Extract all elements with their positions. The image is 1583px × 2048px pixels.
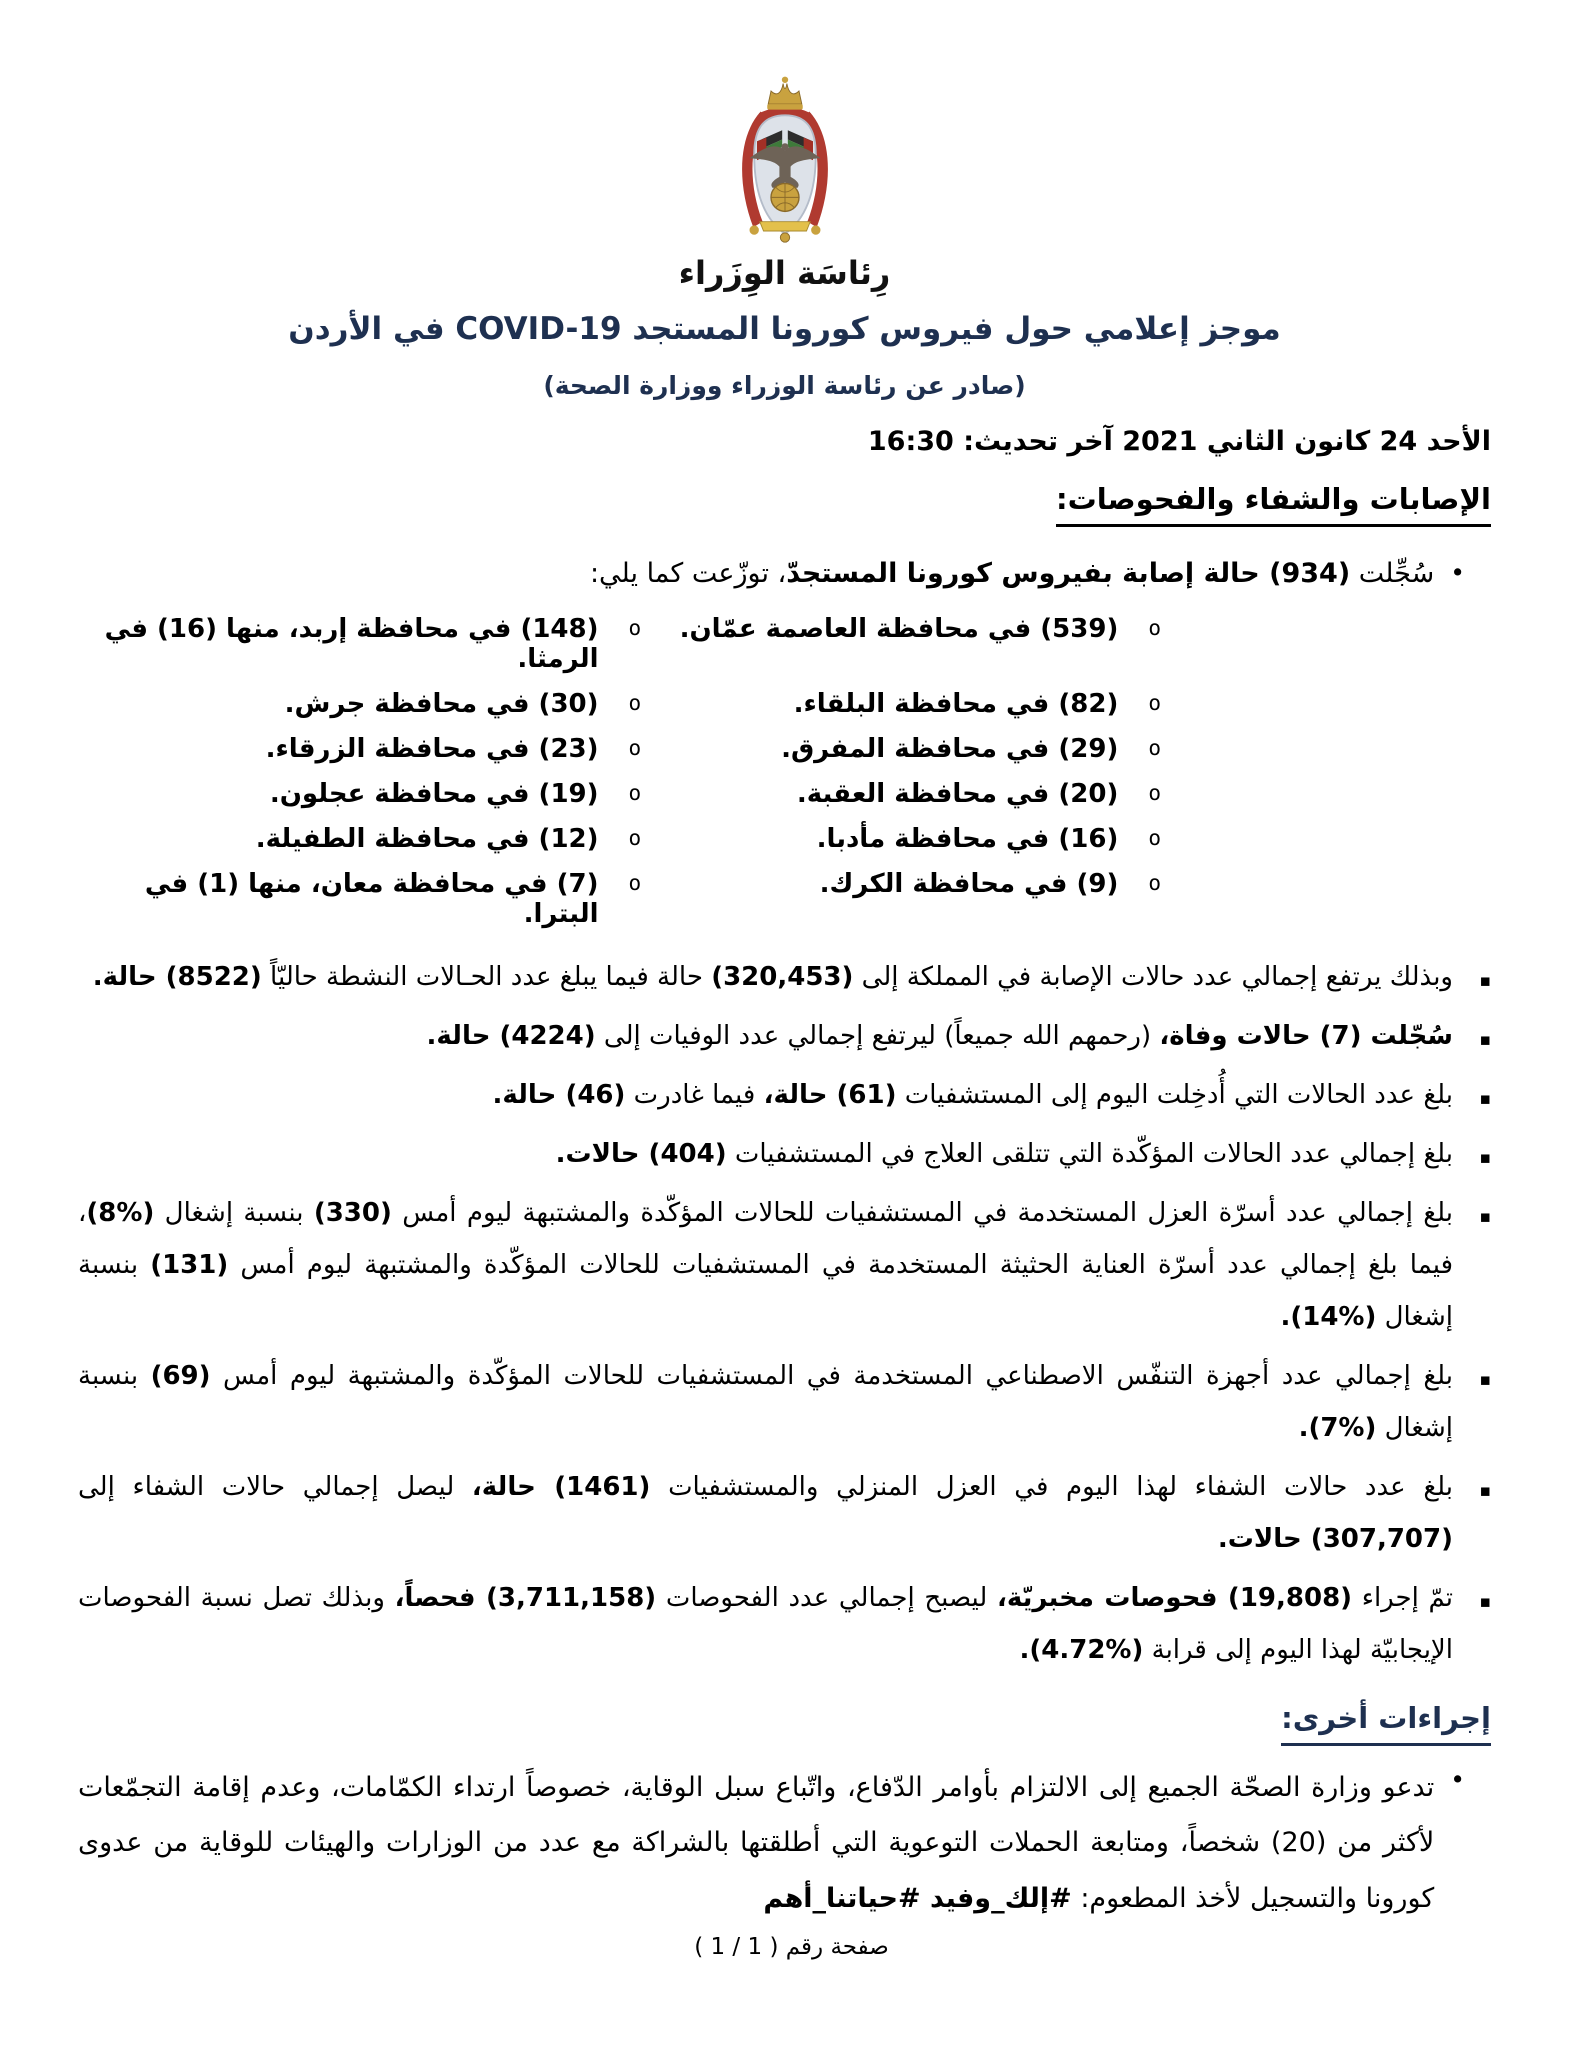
- circle-bullet-icon: o: [1148, 871, 1161, 896]
- governorate-item: [78, 689, 641, 719]
- stat-text: [427, 1021, 1453, 1051]
- governorate-item: [78, 614, 641, 674]
- text-run: بلغ عدد الحالات التي أُدخِلت اليوم إلى المستشفيات: [896, 1080, 1453, 1111]
- text-run: بنسبة إشغال: [78, 1361, 1453, 1444]
- logo: [678, 72, 891, 292]
- stat-text: [93, 962, 1453, 992]
- governorate-text: (30) في محافظة جرش.: [284, 689, 599, 720]
- text-run: بلغ إجمالي عدد أجهزة التنفّس الاصطناعي المستخدمة في المستشفيات للحالات المؤكّدة والمشتبهة ليوم أمس: [210, 1361, 1454, 1392]
- governorate-text: (16) في محافظة مأدبا.: [816, 824, 1119, 855]
- logo-caption: رِئاسَة الوِزَراء: [678, 254, 891, 292]
- stat-bullet: [78, 1572, 1491, 1676]
- circle-bullet-icon: o: [628, 691, 642, 716]
- text-run: (رحمهم الله جميعاً) ليرتفع إجمالي عدد الوفيات إلى: [595, 1021, 1160, 1052]
- document-title: موجز إعلامي حول فيروس كورونا المستجد COVID-19 في الأردن: [288, 311, 1281, 347]
- governorate-text: (12) في محافظة الطفيلة.: [255, 824, 599, 855]
- stat-text: [78, 1583, 1453, 1665]
- governorate-text: (82) في محافظة البلقاء.: [793, 689, 1119, 720]
- document-header: [78, 0, 1491, 457]
- value-bold: (330): [313, 1198, 392, 1229]
- value-bold: (46) حالة.: [492, 1080, 626, 1111]
- governorate-item: [641, 824, 1161, 854]
- document-footer: [0, 1934, 1583, 1960]
- governorate-text: (539) في محافظة العاصمة عمّان.: [679, 614, 1119, 645]
- square-bullet-icon: ▪: [1479, 1481, 1491, 1502]
- value-bold: (69): [150, 1361, 211, 1392]
- text-run: تدعو وزارة الصحّة الجميع إلى الالتزام بأوامر الدّفاع، واتّباع سبل الوقاية، خصوصاً ارتداء الكمّامات، وعدم إقامة التجمّعات لأكثر من (20) شخصاً، ومتابعة الحملات التوعوية التي أطلقتها بالشراكة مع عدد من الوزارات والهيئات للوقاية من عدوى كورونا والتسجيل لأخذ المطعوم:: [78, 1772, 1435, 1914]
- value-bold: (19,808) فحوصات مخبريّة،: [996, 1583, 1353, 1614]
- square-bullet-icon: ▪: [1479, 971, 1491, 992]
- square-bullet-icon: ▪: [1479, 1592, 1491, 1613]
- governorate-text: (7) في محافظة معان، منها (1) في البترا.: [144, 869, 599, 930]
- governorate-item: [641, 869, 1161, 929]
- square-bullet-icon: ▪: [1479, 1148, 1491, 1169]
- text-run: سُجِّلت: [1350, 557, 1435, 589]
- section-1: [78, 481, 1491, 1677]
- circle-bullet-icon: o: [1148, 691, 1161, 716]
- stat-bullet: [78, 1187, 1491, 1343]
- governorate-text: (148) في محافظة إربد، منها (16) في الرمثا.: [104, 614, 599, 675]
- governorates-list: [78, 614, 1491, 929]
- square-bullet-icon: ▪: [1479, 1207, 1491, 1228]
- value-bold: (%4.72).: [1019, 1635, 1144, 1666]
- bullet-dot-icon: •: [1450, 1765, 1465, 1795]
- governorate-item: [78, 779, 641, 809]
- value-bold: (61) حالة،: [763, 1080, 897, 1111]
- section-2: [78, 1700, 1491, 1926]
- document-subtitle: (صادر عن رئاسة الوزراء ووزارة الصحة): [543, 370, 1026, 400]
- level1-bullet: [78, 553, 1491, 595]
- text-run: بلغ إجمالي عدد الحالات المؤكّدة التي تتلقى العلاج في المستشفيات: [726, 1139, 1453, 1170]
- stat-bullet: [78, 951, 1491, 1003]
- section-heading: [78, 1700, 1491, 1746]
- circle-bullet-icon: o: [628, 616, 642, 641]
- value-bold: (1461) حالة،: [471, 1472, 651, 1503]
- stat-text: [78, 1198, 1453, 1332]
- value-bold: (8522) حالة.: [92, 962, 262, 993]
- stat-text: [78, 1472, 1453, 1554]
- square-bullet-icon: ▪: [1479, 1089, 1491, 1110]
- square-bullet-icon: ▪: [1479, 1030, 1491, 1051]
- governorate-item: [78, 824, 641, 854]
- text-run: ، توزّعت كما يلي:: [589, 557, 787, 589]
- circle-bullet-icon: o: [628, 781, 642, 806]
- bullet-text: [78, 1760, 1434, 1926]
- bullet-dot-icon: •: [1450, 557, 1465, 587]
- value-bold: (307,707) حالات.: [1217, 1524, 1453, 1555]
- square-bullet-icon: ▪: [1479, 1370, 1491, 1391]
- value-bold: (%8): [86, 1198, 155, 1229]
- jordan-coat-of-arms-icon: [701, 72, 869, 250]
- stat-bullet: [78, 1461, 1491, 1565]
- value-bold: (320,453): [711, 962, 854, 993]
- text-run: ليصبح إجمالي عدد الفحوصات: [656, 1583, 997, 1614]
- stat-text: [492, 1080, 1453, 1110]
- value-bold: سُجّلت (7) حالات وفاة،: [1159, 1021, 1453, 1052]
- circle-bullet-icon: o: [1148, 736, 1161, 761]
- section-heading-text: الإصابات والشفاء والفحوصات:: [1056, 481, 1491, 527]
- value-bold: (131): [150, 1250, 229, 1281]
- text-run: حالة فيما يبلغ عدد الحـالات النشطة حاليّاً: [261, 962, 712, 993]
- text-run: وبذلك يرتفع إجمالي عدد حالات الإصابة في المملكة إلى: [853, 962, 1453, 993]
- stat-bullet: [78, 1010, 1491, 1062]
- sections: [78, 481, 1491, 1926]
- value-bold: (4224) حالة.: [426, 1021, 596, 1052]
- stat-bullet: [78, 1128, 1491, 1180]
- text-run: بنسبة إشغال: [78, 1250, 1453, 1333]
- governorate-text: (19) في محافظة عجلون.: [269, 779, 599, 810]
- governorate-item: [641, 614, 1161, 674]
- text-run: وبذلك تصل نسبة الفحوصات الإيجابيّة لهذا اليوم إلى قرابة: [78, 1583, 1453, 1666]
- governorate-item: [641, 689, 1161, 719]
- section-heading-text: إجراءات أخرى:: [1281, 1700, 1491, 1746]
- stat-bullet: [78, 1350, 1491, 1454]
- governorate-text: (23) في محافظة الزرقاء.: [265, 734, 599, 765]
- value-bold: (%14).: [1280, 1302, 1377, 1333]
- text-run: بلغ إجمالي عدد أسرّة العزل المستخدمة في المستشفيات للحالات المؤكّدة والمشتبهة ليوم أمس: [391, 1198, 1453, 1229]
- statistics-list: [78, 951, 1491, 1676]
- governorate-text: (29) في محافظة المفرق.: [781, 734, 1119, 765]
- governorate-text: (20) في محافظة العقبة.: [796, 779, 1119, 810]
- value-bold: (%7).: [1298, 1413, 1377, 1444]
- circle-bullet-icon: o: [1148, 781, 1161, 806]
- section-heading: [78, 481, 1491, 527]
- text-run: ليصل إجمالي حالات الشفاء إلى: [78, 1472, 472, 1503]
- page-number: صفحة رقم ( 1 / 1 ): [694, 1934, 889, 1960]
- value-bold: (3,711,158) فحصاً،: [394, 1583, 657, 1614]
- stat-bullet: [78, 1069, 1491, 1121]
- text-run: تمّ إجراء: [1352, 1583, 1453, 1614]
- text-run: فيما غادرت: [625, 1080, 764, 1111]
- value-bold: (934) حالة إصابة بفيروس كورونا المستجدّ: [786, 557, 1351, 589]
- stat-text: [556, 1139, 1453, 1169]
- level1-bullet: [78, 1760, 1491, 1926]
- text-run: بنسبة إشغال: [154, 1198, 314, 1229]
- date-line: الأحد 24 كانون الثاني 2021 آخر تحديث: 16:30: [867, 425, 1491, 457]
- circle-bullet-icon: o: [1148, 616, 1161, 641]
- circle-bullet-icon: o: [1148, 826, 1161, 851]
- value-bold: (404) حالات.: [555, 1139, 727, 1170]
- stat-text: [78, 1361, 1453, 1443]
- value-bold: #إلك_وفيد #حياتنا_أهم: [763, 1882, 1072, 1914]
- text-run: بلغ عدد حالات الشفاء لهذا اليوم في العزل المنزلي والمستشفيات: [650, 1472, 1454, 1503]
- circle-bullet-icon: o: [628, 871, 642, 896]
- governorate-item: [641, 779, 1161, 809]
- governorate-item: [78, 734, 641, 764]
- governorate-item: [78, 869, 641, 929]
- circle-bullet-icon: o: [628, 736, 642, 761]
- governorate-item: [641, 734, 1161, 764]
- text-run: ، فيما بلغ إجمالي عدد أسرّة العناية الحثيثة المستخدمة في المستشفيات للحالات المؤكّدة والمشتبهة ليوم أمس: [78, 1198, 1453, 1281]
- bullet-text: [78, 553, 1434, 595]
- circle-bullet-icon: o: [628, 826, 642, 851]
- governorate-text: (9) في محافظة الكرك.: [819, 869, 1119, 900]
